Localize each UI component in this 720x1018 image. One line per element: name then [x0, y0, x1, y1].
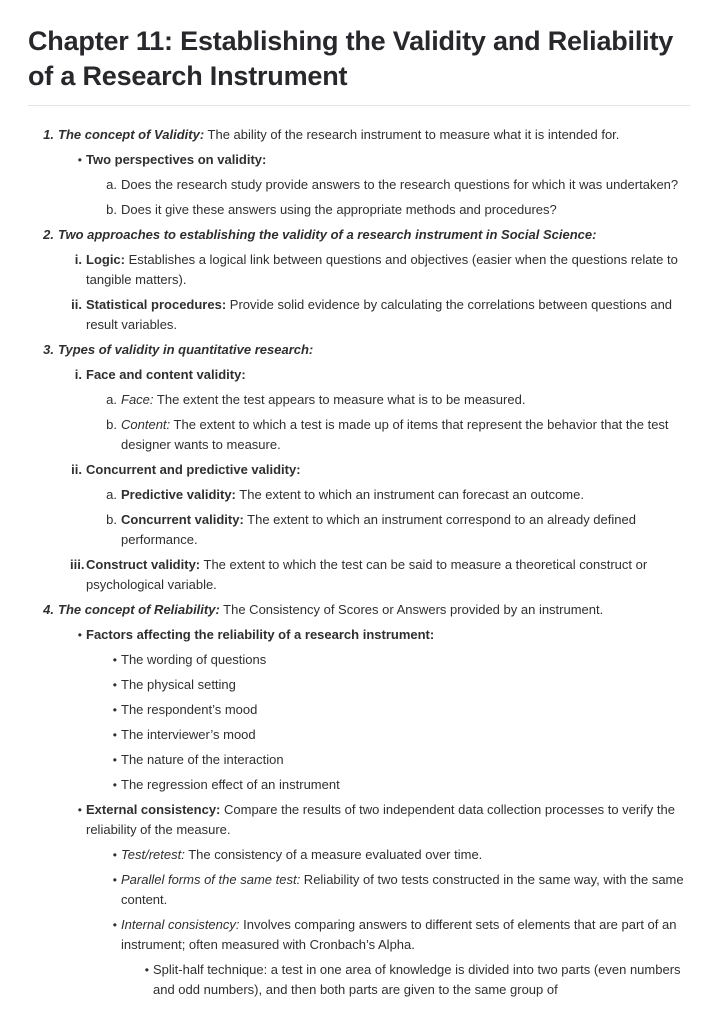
list-item: [70, 800, 690, 840]
text-run: Two approaches to establishing the validity of a research instrument in Social Science:: [58, 227, 597, 242]
list-item: [103, 485, 690, 505]
list-item-text: [121, 700, 690, 720]
list-item-text: [121, 915, 690, 955]
list-item-text: [86, 250, 690, 290]
title-divider: [28, 105, 690, 106]
list-item: [70, 295, 690, 335]
list-item-text: [121, 415, 690, 455]
list-marker: i.: [74, 252, 82, 267]
list-item: [70, 625, 690, 645]
text-run: Establishes a logical link between questions and objectives (easier when the questions relate to tangible matters).: [86, 252, 678, 287]
text-run: The extent to which the test can be said to measure a theoretical construct or psychological variable.: [86, 557, 648, 592]
list-item: [103, 750, 690, 770]
text-run: The Consistency of Scores or Answers provided by an instrument.: [219, 602, 604, 617]
text-run: The extent to which an instrument correspond to an already defined performance.: [121, 512, 636, 547]
list-item-text: [121, 510, 690, 550]
bullet-icon: •: [77, 153, 82, 167]
page-title: Chapter 11: Establishing the Validity and Reliability of a Research Instrument: [28, 26, 674, 91]
list-item: [103, 675, 690, 695]
list-item-text: [86, 625, 690, 645]
list-item: [70, 460, 690, 480]
text-run: The extent to which an instrument can forecast an outcome.: [235, 487, 584, 502]
list-item-text: [121, 175, 690, 195]
list-item-text: [86, 295, 690, 335]
bullet-icon: •: [112, 778, 117, 792]
list-marker: a.: [106, 177, 117, 192]
list-item: [103, 175, 690, 195]
bullet-icon: •: [112, 918, 117, 932]
bullet-icon: •: [144, 963, 149, 977]
text-run: The wording of questions: [121, 652, 267, 667]
text-run: The extent the test appears to measure what is to be measured.: [153, 392, 526, 407]
text-run: Provide solid evidence by calculating the correlations between questions and result variables.: [86, 297, 673, 332]
bullet-icon: •: [112, 848, 117, 862]
text-run: Face:: [121, 392, 154, 407]
list-item: [103, 200, 690, 220]
list-marker: b.: [106, 512, 117, 527]
text-run: Construct validity:: [86, 557, 201, 572]
list-item-text: [86, 365, 690, 385]
list-item: [103, 650, 690, 670]
list-marker: iii.: [70, 557, 85, 572]
bullet-icon: •: [112, 873, 117, 887]
list-marker: 4.: [43, 602, 54, 617]
list-item: [103, 390, 690, 410]
list-item: [38, 225, 690, 245]
text-run: Split-half technique: a test in one area of knowledge is divided into two parts (even numbers and odd numbers), and then both parts are given to the same group of: [153, 962, 681, 997]
bullet-icon: •: [112, 728, 117, 742]
text-run: Two perspectives on validity:: [86, 152, 267, 167]
list-marker: b.: [106, 417, 117, 432]
list-item-text: [86, 460, 690, 480]
list-item: [103, 915, 690, 955]
text-run: Statistical procedures:: [86, 297, 227, 312]
bullet-icon: •: [112, 753, 117, 767]
bullet-icon: •: [112, 703, 117, 717]
text-run: The respondent’s mood: [121, 702, 258, 717]
text-run: The concept of Validity:: [58, 127, 205, 142]
list-marker: 1.: [43, 127, 54, 142]
text-run: Does it give these answers using the appropriate methods and procedures?: [121, 202, 557, 217]
text-run: Concurrent and predictive validity:: [86, 462, 301, 477]
list-item-text: [86, 555, 690, 595]
list-marker: 2.: [43, 227, 54, 242]
list-item: [135, 960, 690, 1000]
list-item: [103, 700, 690, 720]
text-run: Reliability of two tests constructed in the same way, with the same content.: [121, 872, 684, 907]
document-outline: [28, 125, 690, 1000]
text-run: The nature of the interaction: [121, 752, 284, 767]
bullet-icon: •: [112, 678, 117, 692]
list-marker: ii.: [71, 297, 82, 312]
list-item: [38, 340, 690, 360]
text-run: The extent to which a test is made up of items that represent the behavior that the test designer wants to measure.: [121, 417, 669, 452]
text-run: The physical setting: [121, 677, 236, 692]
text-run: Concurrent validity:: [121, 512, 244, 527]
list-item: [103, 775, 690, 795]
text-run: The consistency of a measure evaluated over time.: [184, 847, 483, 862]
list-item-text: [121, 870, 690, 910]
list-item: [38, 600, 690, 620]
list-marker: i.: [74, 367, 82, 382]
list-item-text: [121, 650, 690, 670]
list-item-text: [58, 125, 690, 145]
list-item: [103, 415, 690, 455]
text-run: Types of validity in quantitative research:: [58, 342, 314, 357]
text-run: Predictive validity:: [121, 487, 236, 502]
list-item-text: [86, 800, 690, 840]
list-item: [38, 125, 690, 145]
text-run: Logic:: [86, 252, 125, 267]
list-item-text: [121, 750, 690, 770]
text-run: The ability of the research instrument to measure what it is intended for.: [204, 127, 620, 142]
list-item: [103, 870, 690, 910]
list-item: [103, 725, 690, 745]
text-run: Face and content validity:: [86, 367, 246, 382]
list-item-text: [58, 600, 690, 620]
list-item-text: [121, 200, 690, 220]
list-marker: a.: [106, 487, 117, 502]
list-marker: b.: [106, 202, 117, 217]
bullet-icon: •: [77, 803, 82, 817]
text-run: Content:: [121, 417, 171, 432]
list-marker: ii.: [71, 462, 82, 477]
text-run: Involves comparing answers to different sets of elements that are part of an instrument; often measured with Cronbach’s Alpha.: [121, 917, 677, 952]
text-run: External consistency:: [86, 802, 221, 817]
list-item: [70, 150, 690, 170]
list-item-text: [153, 960, 690, 1000]
text-run: Factors affecting the reliability of a research instrument:: [86, 627, 435, 642]
text-run: Parallel forms of the same test:: [121, 872, 301, 887]
list-item-text: [58, 225, 690, 245]
list-item: [70, 365, 690, 385]
bullet-icon: •: [112, 653, 117, 667]
list-item: [103, 845, 690, 865]
bullet-icon: •: [77, 628, 82, 642]
list-item-text: [121, 390, 690, 410]
text-run: The regression effect of an instrument: [121, 777, 340, 792]
text-run: Does the research study provide answers to the research questions for which it was undertaken?: [121, 177, 679, 192]
list-item-text: [86, 150, 690, 170]
list-item: [103, 510, 690, 550]
list-item-text: [121, 675, 690, 695]
text-run: Internal consistency:: [121, 917, 240, 932]
list-item-text: [121, 775, 690, 795]
list-item-text: [58, 340, 690, 360]
list-item-text: [121, 845, 690, 865]
text-run: Compare the results of two independent data collection processes to verify the reliability of the measure.: [86, 802, 675, 837]
text-run: The concept of Reliability:: [58, 602, 220, 617]
text-run: Test/retest:: [121, 847, 185, 862]
list-marker: 3.: [43, 342, 54, 357]
text-run: The interviewer’s mood: [121, 727, 256, 742]
list-marker: a.: [106, 392, 117, 407]
list-item-text: [121, 485, 690, 505]
list-item: [70, 555, 690, 595]
list-item-text: [121, 725, 690, 745]
list-item: [70, 250, 690, 290]
